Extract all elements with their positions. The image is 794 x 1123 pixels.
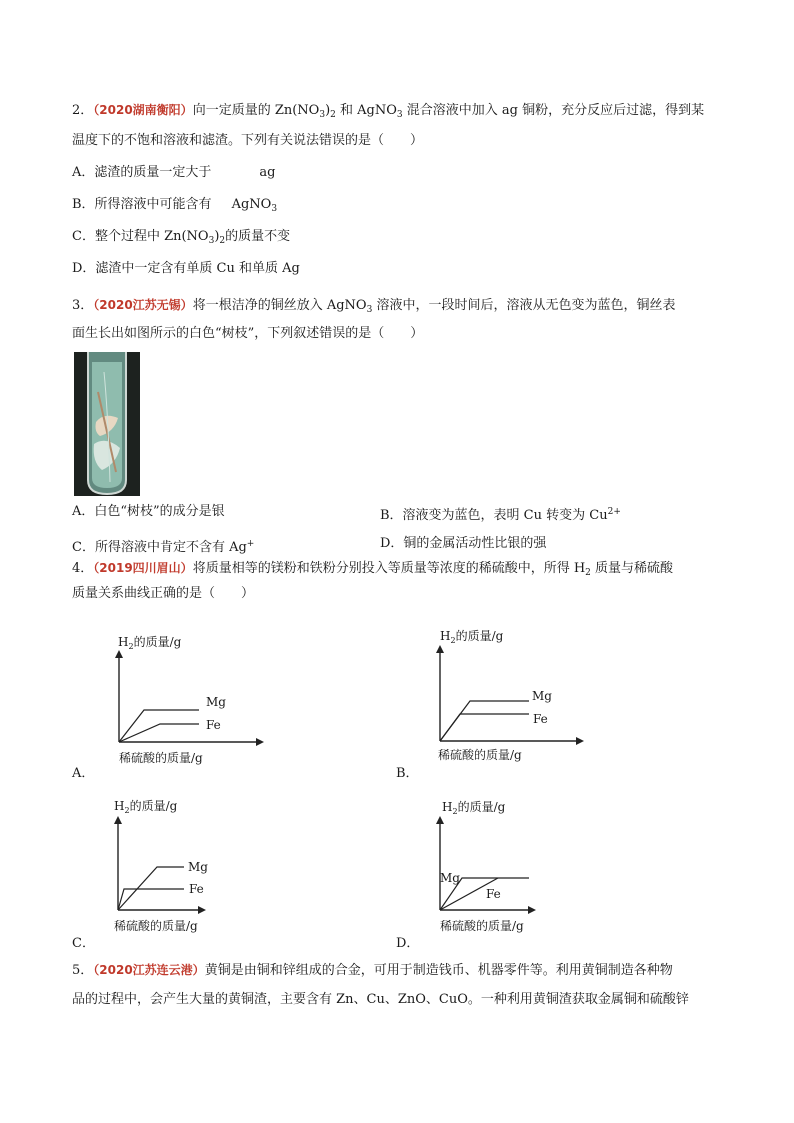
graph-d-y-label: $H_2$的质量/g <box>442 800 506 816</box>
q2-stem-line1: 2．（2020湖南衡阳）向一定质量的 $Zn(NO_3)_2$ 和 AgNO$_3$ 混合溶液中加入 ag 铜粉，充分反应后过滤，得到某 <box>72 103 705 120</box>
graph-b-x-label: 稀硫酸的质量/g <box>438 748 522 762</box>
graph-b-fe-curve <box>440 714 529 741</box>
graph-a-y-label: $H_2$的质量/g <box>118 635 182 651</box>
q2-option-b: B．所得溶液中可能含有 AgNO$_3$ <box>72 197 278 214</box>
graph-d-fe-label: Fe <box>486 887 501 901</box>
q3-option-a: A．白色“树枝”的成分是银 <box>72 504 225 519</box>
graph-d-x-label: 稀硫酸的质量/g <box>440 919 524 933</box>
test-tube-photo <box>74 352 140 496</box>
q4-source: （2019四川眉山） <box>93 561 193 575</box>
q3-number: 3． <box>72 298 94 313</box>
graph-c-y-label: $H_2$的质量/g <box>114 799 178 815</box>
q3-option-d: D．铜的金属活动性比银的强 <box>380 536 547 551</box>
graph-b-fe-label: Fe <box>533 712 548 726</box>
graph-d-letter: D． <box>396 936 420 951</box>
q3-option-b: B．溶液变为蓝色，表明 Cu 转变为 $Cu^{2+}$ <box>380 507 621 523</box>
q2-option-d: D．滤渣中一定含有单质 Cu 和单质 Ag <box>72 261 300 276</box>
graph-b-mg-curve <box>440 701 529 741</box>
q3-option-c: C．所得溶液中肯定不含有 Ag+ <box>72 539 255 555</box>
q2-option-a: A．滤渣的质量一定大于 ag <box>72 165 276 180</box>
graph-c-mg-label: Mg <box>188 860 208 874</box>
q2-number: 2． <box>72 103 94 118</box>
graph-option-c <box>72 796 292 946</box>
q5-stem-line1: 5．（2020江苏连云港）黄铜是由铜和锌组成的合金，可用于制造钱币、机器零件等。利用黄铜制造各种物 <box>72 963 673 978</box>
graph-d-mg-label: Mg <box>440 871 460 885</box>
graph-a-x-label: 稀硫酸的质量/g <box>119 751 203 765</box>
q4-stem-line2: 质量关系曲线正确的是（ ） <box>72 586 255 601</box>
q3-source: （2020江苏无锡） <box>93 298 193 312</box>
q5-number: 5． <box>72 963 94 978</box>
graph-option-a <box>72 628 292 778</box>
graph-c-x-label: 稀硫酸的质量/g <box>114 919 198 933</box>
q3-stem-line2: 面生长出如图所示的白色“树枝”，下列叙述错误的是（ ） <box>72 326 424 341</box>
graph-c-letter: C． <box>72 936 95 951</box>
q2-source: （2020湖南衡阳） <box>93 103 193 117</box>
graph-a-letter: A． <box>72 766 95 781</box>
q2-stem-line2: 温度下的不饱和溶液和滤渣。下列有关说法错误的是（ ） <box>72 133 424 148</box>
graph-b-y-label: $H_2$的质量/g <box>440 629 504 645</box>
graph-a-fe-label: Fe <box>206 718 221 732</box>
graph-option-b <box>392 625 612 775</box>
graph-b-letter: B． <box>396 766 419 781</box>
graph-c-fe-label: Fe <box>189 882 204 896</box>
graph-a-mg-label: Mg <box>206 695 226 709</box>
q5-source: （2020江苏连云港） <box>93 963 205 977</box>
graph-option-d <box>394 796 614 946</box>
graph-b-mg-label: Mg <box>532 689 552 703</box>
q3-stem-line1: 3．（2020江苏无锡）将一根洁净的铜丝放入 AgNO$_3$ 溶液中，一段时间后，溶液从无色变为蓝色，铜丝表 <box>72 298 676 315</box>
q4-number: 4． <box>72 561 94 576</box>
q5-stem-line2: 品的过程中，会产生大量的黄铜渣，主要含有 Zn、Cu、ZnO、CuO。一种利用黄铜渣获取金属铜和硫酸锌 <box>72 992 689 1007</box>
q4-stem-line1: 4．（2019四川眉山）将质量相等的镁粉和铁粉分别投入等质量等浓度的稀硫酸中，所得 $H_2$ 质量与稀硫酸 <box>72 561 674 578</box>
q2-option-c: C．整个过程中 $Zn(NO_3)_2$的质量不变 <box>72 229 291 246</box>
